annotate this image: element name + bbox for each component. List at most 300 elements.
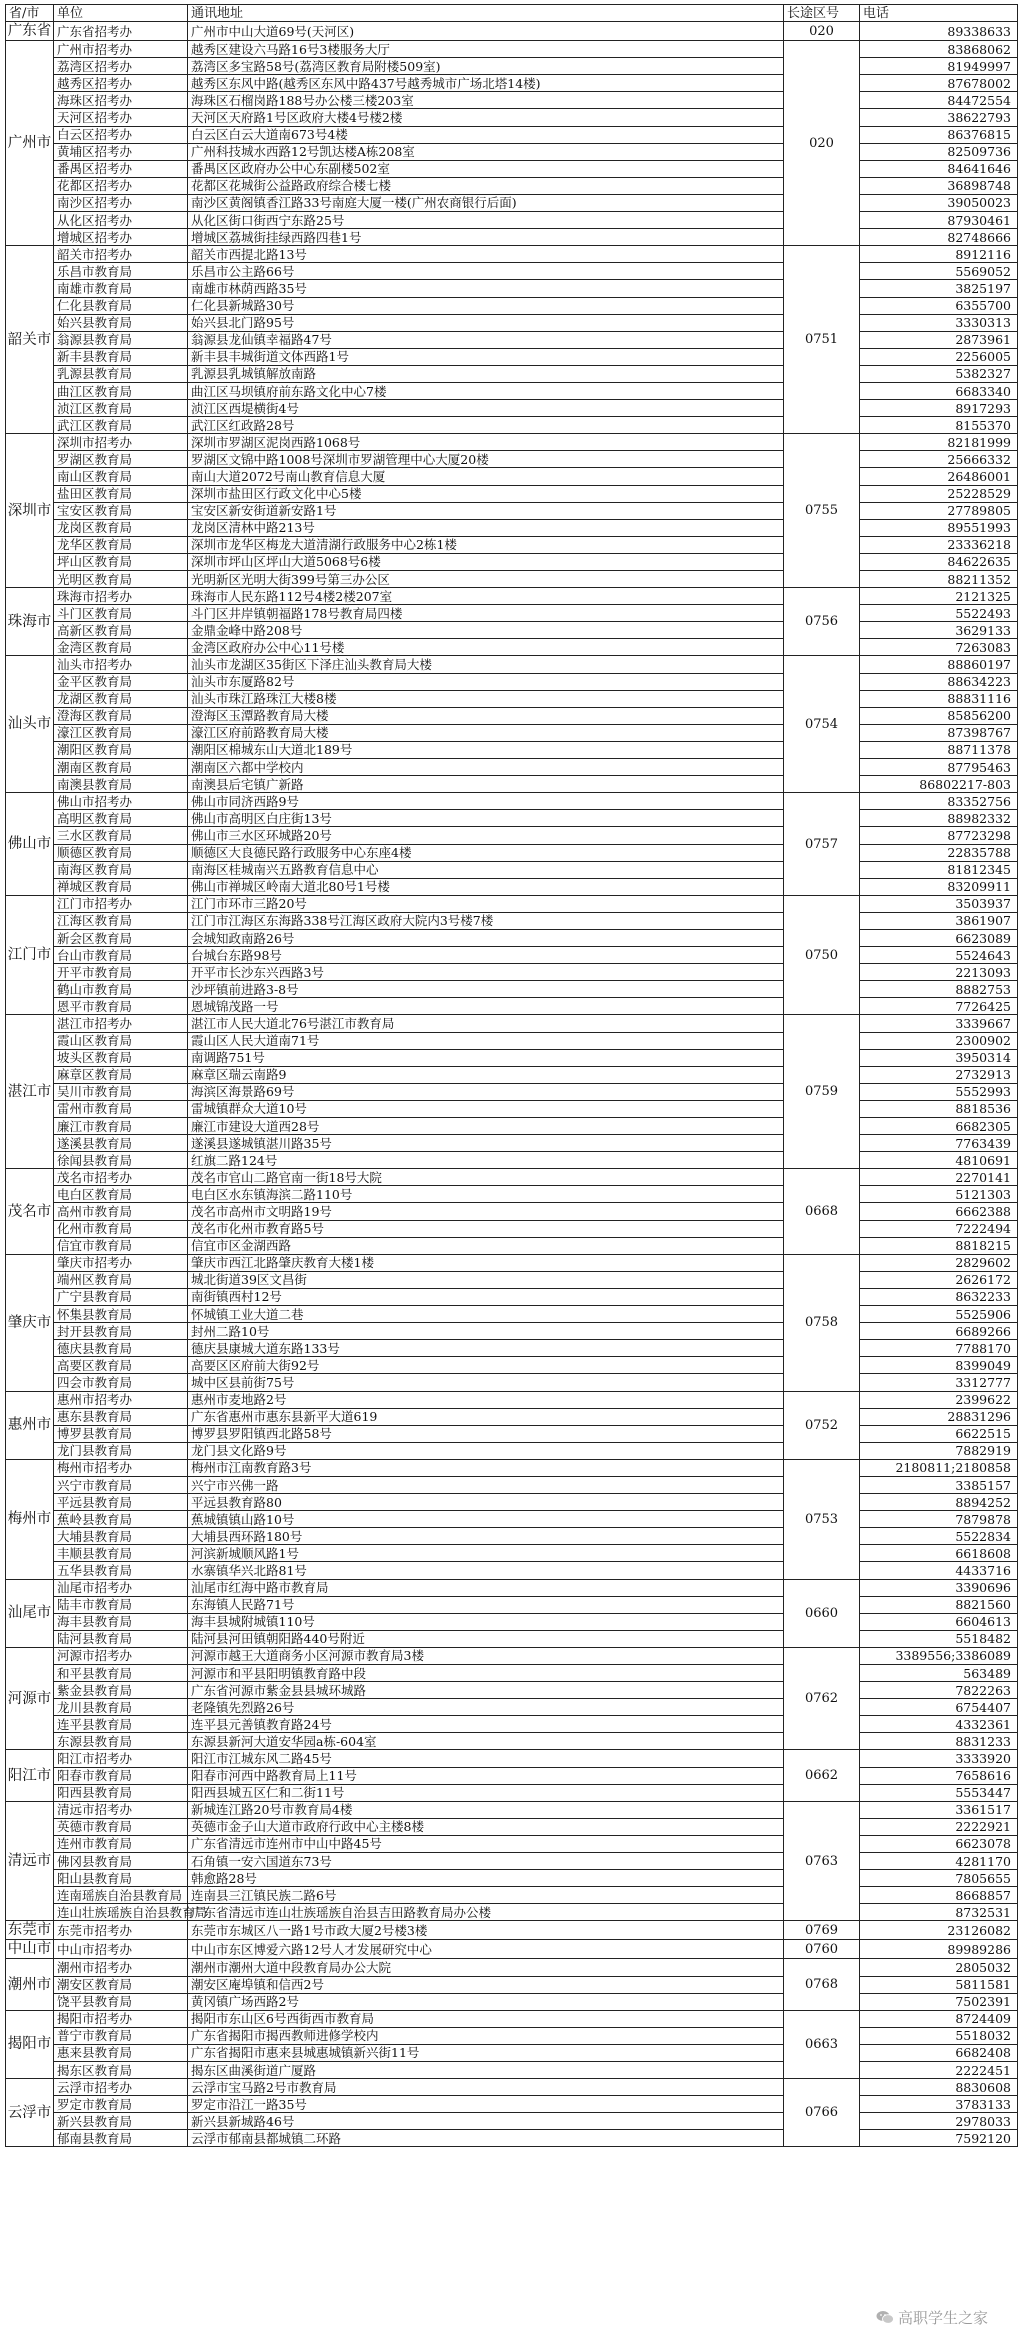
address-cell: 德庆县康城大道东路133号 [188, 1340, 784, 1357]
unit-cell: 高州市教育局 [54, 1203, 188, 1220]
phone-cell: 25228529 [860, 485, 1018, 502]
unit-cell: 南雄市教育局 [54, 280, 188, 297]
phone-cell: 2256005 [860, 348, 1018, 365]
table-row [6, 1476, 1018, 1493]
unit-cell: 武江区教育局 [54, 417, 188, 434]
address-cell: 濠江区府前路教育局大楼 [188, 724, 784, 741]
unit-cell: 茂名市招考办 [54, 1169, 188, 1186]
address-cell: 广东省惠州市惠东县新平大道619 [188, 1408, 784, 1425]
table-row [6, 1100, 1018, 1117]
table-row [6, 1665, 1018, 1682]
phone-cell: 89989286 [860, 1940, 1018, 1959]
unit-cell: 化州市教育局 [54, 1220, 188, 1237]
phone-cell: 83352756 [860, 793, 1018, 810]
wechat-icon [876, 2310, 894, 2325]
table-row [6, 1801, 1018, 1818]
unit-cell: 韶关市招考办 [54, 246, 188, 263]
unit-cell: 郁南县教育局 [54, 2130, 188, 2147]
table-row [6, 1613, 1018, 1630]
phone-cell: 86376815 [860, 126, 1018, 143]
city-cell: 梅州市 [6, 1459, 54, 1579]
phone-cell: 2873961 [860, 331, 1018, 348]
phone-cell: 3385157 [860, 1476, 1018, 1493]
unit-cell: 怀集县教育局 [54, 1306, 188, 1323]
table-row [6, 1152, 1018, 1169]
table-row [6, 485, 1018, 502]
area-code-cell: 0753 [784, 1459, 860, 1579]
phone-cell: 6355700 [860, 297, 1018, 314]
phone-cell: 25666332 [860, 451, 1018, 468]
address-cell: 河源市和平县阳明镇教育路中段 [188, 1665, 784, 1682]
city-cell: 揭阳市 [6, 2010, 54, 2078]
city-cell: 茂名市 [6, 1169, 54, 1254]
phone-cell: 8830608 [860, 2079, 1018, 2096]
unit-cell: 江海区教育局 [54, 912, 188, 929]
table-row [6, 605, 1018, 622]
phone-cell: 3629133 [860, 622, 1018, 639]
phone-cell: 27789805 [860, 502, 1018, 519]
phone-cell: 2300902 [860, 1032, 1018, 1049]
phone-cell: 6682305 [860, 1118, 1018, 1135]
unit-cell: 佛冈县教育局 [54, 1853, 188, 1870]
phone-cell: 5811581 [860, 1976, 1018, 1993]
phone-cell: 2213093 [860, 964, 1018, 981]
table-row [6, 1118, 1018, 1135]
address-cell: 武江区红政路28号 [188, 417, 784, 434]
table-row [6, 553, 1018, 570]
unit-cell: 德庆县教育局 [54, 1340, 188, 1357]
city-cell: 江门市 [6, 895, 54, 1015]
table-row [6, 1323, 1018, 1340]
phone-cell: 23126082 [860, 1921, 1018, 1940]
area-code-cell: 0756 [784, 588, 860, 656]
table-row [6, 1528, 1018, 1545]
address-cell: 广州市中山大道69号(天河区) [188, 22, 784, 41]
table-row [6, 895, 1018, 912]
address-cell: 越秀区建设六马路16号3楼服务大厅 [188, 41, 784, 58]
unit-cell: 增城区招考办 [54, 229, 188, 246]
unit-cell: 斗门区教育局 [54, 605, 188, 622]
unit-cell: 台山市教育局 [54, 947, 188, 964]
watermark [872, 2306, 992, 2329]
table-row [6, 58, 1018, 75]
table-row [6, 1545, 1018, 1562]
area-code-cell: 0750 [784, 895, 860, 1015]
phone-cell: 3389556;3386089 [860, 1647, 1018, 1664]
address-cell: 仁化县新城路30号 [188, 297, 784, 314]
phone-cell: 28831296 [860, 1408, 1018, 1425]
address-cell: 云浮市郁南县都城镇二环路 [188, 2130, 784, 2147]
phone-cell: 89551993 [860, 519, 1018, 536]
unit-cell: 惠东县教育局 [54, 1408, 188, 1425]
phone-cell: 5121303 [860, 1186, 1018, 1203]
unit-cell: 澄海区教育局 [54, 707, 188, 724]
phone-cell: 84622635 [860, 553, 1018, 570]
phone-cell: 2626172 [860, 1271, 1018, 1288]
phone-cell: 88982332 [860, 810, 1018, 827]
table-row [6, 143, 1018, 160]
phone-cell: 6683340 [860, 382, 1018, 399]
table-row [6, 964, 1018, 981]
address-cell: 英德市金子山大道市政府行政中心主楼8楼 [188, 1818, 784, 1835]
phone-cell: 6622515 [860, 1425, 1018, 1442]
unit-cell: 五华县教育局 [54, 1562, 188, 1579]
table-row [6, 1015, 1018, 1032]
address-cell: 南海区桂城南兴五路教育信息中心 [188, 861, 784, 878]
unit-cell: 遂溪县教育局 [54, 1135, 188, 1152]
phone-cell: 8668857 [860, 1887, 1018, 1904]
table-row [6, 2010, 1018, 2027]
address-cell: 海丰县城附城镇110号 [188, 1613, 784, 1630]
table-row [6, 1835, 1018, 1852]
phone-cell: 5569052 [860, 263, 1018, 280]
unit-cell: 荔湾区招考办 [54, 58, 188, 75]
unit-cell: 肇庆市招考办 [54, 1254, 188, 1271]
address-cell: 茂名市官山二路官南一街18号大院 [188, 1169, 784, 1186]
table-row [6, 878, 1018, 895]
address-cell: 深圳市罗湖区泥岗西路1068号 [188, 434, 784, 451]
table-row [6, 263, 1018, 280]
table-row [6, 1203, 1018, 1220]
table-row [6, 2130, 1018, 2147]
address-cell: 信宜市区金湖西路 [188, 1237, 784, 1254]
unit-cell: 江门市招考办 [54, 895, 188, 912]
phone-cell: 82509736 [860, 143, 1018, 160]
unit-cell: 高要区教育局 [54, 1357, 188, 1374]
city-cell: 佛山市 [6, 793, 54, 896]
unit-cell: 乐昌市教育局 [54, 263, 188, 280]
phone-cell: 88634223 [860, 673, 1018, 690]
address-cell: 汕尾市红海中路市教育局 [188, 1579, 784, 1596]
table-row [6, 194, 1018, 211]
area-code-cell: 0663 [784, 2010, 860, 2078]
phone-cell: 4433716 [860, 1562, 1018, 1579]
phone-cell: 5518482 [860, 1630, 1018, 1647]
unit-cell: 紫金县教育局 [54, 1682, 188, 1699]
phone-cell: 5522834 [860, 1528, 1018, 1545]
phone-cell: 87930461 [860, 212, 1018, 229]
address-cell: 金鼎金峰中路208号 [188, 622, 784, 639]
table-row [6, 1511, 1018, 1528]
unit-cell: 吴川市教育局 [54, 1083, 188, 1100]
table-row [6, 365, 1018, 382]
phone-cell: 87795463 [860, 759, 1018, 776]
unit-cell: 黄埔区招考办 [54, 143, 188, 160]
area-code-cell: 0757 [784, 793, 860, 896]
unit-cell: 龙华区教育局 [54, 536, 188, 553]
table-row [6, 861, 1018, 878]
address-cell: 增城区荔城街挂绿西路四巷1号 [188, 229, 784, 246]
phone-cell: 2180811;2180858 [860, 1459, 1018, 1476]
phone-cell: 2978033 [860, 2113, 1018, 2130]
address-cell: 龙岗区清林中路213号 [188, 519, 784, 536]
phone-cell: 84472554 [860, 92, 1018, 109]
city-cell: 珠海市 [6, 588, 54, 656]
phone-cell: 5382327 [860, 365, 1018, 382]
table-row [6, 1959, 1018, 1976]
phone-cell: 6682408 [860, 2044, 1018, 2061]
address-cell: 南雄市林荫西路35号 [188, 280, 784, 297]
unit-cell: 博罗县教育局 [54, 1425, 188, 1442]
phone-cell: 88831116 [860, 690, 1018, 707]
phone-cell: 8724409 [860, 2010, 1018, 2027]
address-cell: 广东省揭阳市揭西教师进修学校内 [188, 2027, 784, 2044]
address-cell: 浈江区西堤横街4号 [188, 400, 784, 417]
unit-cell: 番禺区招考办 [54, 160, 188, 177]
area-code-cell: 0751 [784, 246, 860, 434]
unit-cell: 越秀区招考办 [54, 75, 188, 92]
table-body [6, 22, 1018, 2147]
address-cell: 潮安区庵埠镇和信西2号 [188, 1976, 784, 1993]
table-row [6, 92, 1018, 109]
phone-cell: 22835788 [860, 844, 1018, 861]
phone-cell: 6689266 [860, 1323, 1018, 1340]
phone-cell: 87723298 [860, 827, 1018, 844]
unit-cell: 海丰县教育局 [54, 1613, 188, 1630]
table-row [6, 1699, 1018, 1716]
address-cell: 南街镇西村12号 [188, 1288, 784, 1305]
unit-cell: 濠江区教育局 [54, 724, 188, 741]
table-row [6, 2079, 1018, 2096]
phone-cell: 6618608 [860, 1545, 1018, 1562]
phone-cell: 8882753 [860, 981, 1018, 998]
area-code-cell: 0762 [784, 1647, 860, 1750]
table-row [6, 2027, 1018, 2044]
table-row [6, 1940, 1018, 1959]
address-cell: 新兴县新城路46号 [188, 2113, 784, 2130]
unit-cell: 揭阳市招考办 [54, 2010, 188, 2027]
phone-cell: 3390696 [860, 1579, 1018, 1596]
address-cell: 乐昌市公主路66号 [188, 263, 784, 280]
unit-cell: 陆丰市教育局 [54, 1596, 188, 1613]
address-cell: 佛山市禅城区岭南大道北80号1号楼 [188, 878, 784, 895]
address-cell: 河滨新城顺风路1号 [188, 1545, 784, 1562]
phone-cell: 4332361 [860, 1716, 1018, 1733]
address-cell: 南调路751号 [188, 1049, 784, 1066]
table-row [6, 1993, 1018, 2010]
unit-cell: 徐闻县教育局 [54, 1152, 188, 1169]
table-row [6, 434, 1018, 451]
address-cell: 连平县元善镇教育路24号 [188, 1716, 784, 1733]
phone-cell: 2829602 [860, 1254, 1018, 1271]
table-row [6, 177, 1018, 194]
table-row [6, 1733, 1018, 1750]
unit-cell: 河源市招考办 [54, 1647, 188, 1664]
area-code-cell: 020 [784, 41, 860, 246]
table-row [6, 1562, 1018, 1579]
address-cell: 石角镇一安六国道东73号 [188, 1853, 784, 1870]
table-row [6, 741, 1018, 758]
unit-cell: 湛江市招考办 [54, 1015, 188, 1032]
unit-cell: 光明区教育局 [54, 571, 188, 588]
phone-cell: 39050023 [860, 194, 1018, 211]
phone-cell: 5518032 [860, 2027, 1018, 2044]
phone-cell: 83868062 [860, 41, 1018, 58]
unit-cell: 南山区教育局 [54, 468, 188, 485]
phone-cell: 3950314 [860, 1049, 1018, 1066]
table-row [6, 673, 1018, 690]
address-cell: 龙门县文化路9号 [188, 1442, 784, 1459]
address-cell: 红旗二路124号 [188, 1152, 784, 1169]
area-code-cell: 0755 [784, 434, 860, 588]
table-row [6, 1494, 1018, 1511]
city-cell: 河源市 [6, 1647, 54, 1750]
address-cell: 深圳市盐田区行政文化中心5楼 [188, 485, 784, 502]
address-cell: 水寨镇华兴北路81号 [188, 1562, 784, 1579]
address-cell: 怀城镇工业大道二巷 [188, 1306, 784, 1323]
header-city: 省/市 [6, 5, 54, 22]
table-row [6, 2096, 1018, 2113]
phone-cell: 8894252 [860, 1494, 1018, 1511]
address-cell: 始兴县北门路95号 [188, 314, 784, 331]
table-row [6, 1442, 1018, 1459]
address-cell: 城北街道39区文昌街 [188, 1271, 784, 1288]
phone-cell: 82748666 [860, 229, 1018, 246]
unit-cell: 和平县教育局 [54, 1665, 188, 1682]
table-row [6, 1169, 1018, 1186]
unit-cell: 珠海市招考办 [54, 588, 188, 605]
unit-cell: 霞山区教育局 [54, 1032, 188, 1049]
unit-cell: 开平市教育局 [54, 964, 188, 981]
address-cell: 高要区区府前大街92号 [188, 1357, 784, 1374]
phone-cell: 6754407 [860, 1699, 1018, 1716]
unit-cell: 广州市招考办 [54, 41, 188, 58]
unit-cell: 阳西县教育局 [54, 1784, 188, 1801]
address-cell: 遂溪县遂城镇湛川路35号 [188, 1135, 784, 1152]
unit-cell: 新会区教育局 [54, 929, 188, 946]
table-row [6, 41, 1018, 58]
table-row [6, 1220, 1018, 1237]
unit-cell: 南沙区招考办 [54, 194, 188, 211]
table-row [6, 1596, 1018, 1613]
unit-cell: 白云区招考办 [54, 126, 188, 143]
table-row [6, 622, 1018, 639]
unit-cell: 潮州市招考办 [54, 1959, 188, 1976]
address-cell: 东源县新河大道安华园a栋-604室 [188, 1733, 784, 1750]
phone-cell: 4281170 [860, 1853, 1018, 1870]
phone-cell: 88211352 [860, 571, 1018, 588]
unit-cell: 恩平市教育局 [54, 998, 188, 1015]
table-row [6, 1579, 1018, 1596]
table-row [6, 297, 1018, 314]
phone-cell: 3503937 [860, 895, 1018, 912]
address-cell: 深圳市坪山区坪山大道5068号6楼 [188, 553, 784, 570]
address-cell: 珠海市人民东路112号4楼2楼207室 [188, 588, 784, 605]
address-cell: 曲江区马坝镇府前东路文化中心7楼 [188, 382, 784, 399]
watermark-text: 高职学生之家 [898, 2309, 989, 2327]
address-cell: 蕉城镇镇山路10号 [188, 1511, 784, 1528]
address-cell: 阳西县城五区仁和二街11号 [188, 1784, 784, 1801]
phone-cell: 84641646 [860, 160, 1018, 177]
phone-cell: 7658616 [860, 1767, 1018, 1784]
phone-cell: 89338633 [860, 22, 1018, 41]
phone-cell: 5553447 [860, 1784, 1018, 1801]
city-cell: 广东省 [6, 22, 54, 41]
address-cell: 广东省清远市连州市中山中路45号 [188, 1835, 784, 1852]
table-row [6, 810, 1018, 827]
table-row [6, 451, 1018, 468]
phone-cell: 2732913 [860, 1066, 1018, 1083]
area-code-cell: 0668 [784, 1169, 860, 1254]
address-cell: 罗定市沿江一路35号 [188, 2096, 784, 2113]
address-cell: 天河区天府路1号区政府大楼4号楼2楼 [188, 109, 784, 126]
table-row [6, 2113, 1018, 2130]
phone-cell: 2222451 [860, 2061, 1018, 2078]
table-row [6, 536, 1018, 553]
table-row [6, 417, 1018, 434]
unit-cell: 宝安区教育局 [54, 502, 188, 519]
unit-cell: 麻章区教育局 [54, 1066, 188, 1083]
table-row [6, 280, 1018, 297]
unit-cell: 丰顺县教育局 [54, 1545, 188, 1562]
phone-cell: 6604613 [860, 1613, 1018, 1630]
table-row [6, 75, 1018, 92]
unit-cell: 龙门县教育局 [54, 1442, 188, 1459]
table-row [6, 1288, 1018, 1305]
phone-cell: 5522493 [860, 605, 1018, 622]
address-cell: 花都区花城街公益路政府综合楼七楼 [188, 177, 784, 194]
phone-cell: 2121325 [860, 588, 1018, 605]
address-cell: 越秀区东风中路(越秀区东风中路437号越秀城市广场北塔14楼) [188, 75, 784, 92]
phone-cell: 3783133 [860, 2096, 1018, 2113]
table-row [6, 1870, 1018, 1887]
unit-cell: 深圳市招考办 [54, 434, 188, 451]
table-row [6, 1887, 1018, 1904]
unit-cell: 廉江市教育局 [54, 1118, 188, 1135]
phone-cell: 86802217-803 [860, 776, 1018, 793]
area-code-cell: 0759 [784, 1015, 860, 1169]
phone-cell: 6623089 [860, 929, 1018, 946]
address-cell: 宝安区新安街道新安路1号 [188, 502, 784, 519]
table-row [6, 912, 1018, 929]
table-row [6, 502, 1018, 519]
phone-cell: 8632233 [860, 1288, 1018, 1305]
phone-cell: 8818215 [860, 1237, 1018, 1254]
unit-cell: 揭东区教育局 [54, 2061, 188, 2078]
table-row [6, 2044, 1018, 2061]
unit-cell: 坪山区教育局 [54, 553, 188, 570]
address-cell: 潮南区六都中学校内 [188, 759, 784, 776]
city-cell: 深圳市 [6, 434, 54, 588]
phone-cell: 8821560 [860, 1596, 1018, 1613]
table-row [6, 1682, 1018, 1699]
unit-cell: 乳源县教育局 [54, 365, 188, 382]
phone-cell: 7763439 [860, 1135, 1018, 1152]
unit-cell: 高明区教育局 [54, 810, 188, 827]
unit-cell: 龙川县教育局 [54, 1699, 188, 1716]
phone-cell: 87398767 [860, 724, 1018, 741]
phone-cell: 7263083 [860, 639, 1018, 656]
city-cell: 汕尾市 [6, 1579, 54, 1647]
unit-cell: 潮阳区教育局 [54, 741, 188, 758]
unit-cell: 始兴县教育局 [54, 314, 188, 331]
table-row [6, 382, 1018, 399]
table-row [6, 2061, 1018, 2078]
table-row [6, 400, 1018, 417]
table-row [6, 690, 1018, 707]
table-row [6, 22, 1018, 41]
unit-cell: 潮南区教育局 [54, 759, 188, 776]
address-cell: 阳春市河西中路教育局上11号 [188, 1767, 784, 1784]
address-cell: 惠州市麦地路2号 [188, 1391, 784, 1408]
address-cell: 台城台东路98号 [188, 947, 784, 964]
unit-cell: 中山市招考办 [54, 1940, 188, 1959]
phone-cell: 5524643 [860, 947, 1018, 964]
header-row [6, 5, 1018, 22]
table-row [6, 1647, 1018, 1664]
address-cell: 潮阳区棉城东山大道北189号 [188, 741, 784, 758]
address-cell: 揭东区曲溪街道广厦路 [188, 2061, 784, 2078]
